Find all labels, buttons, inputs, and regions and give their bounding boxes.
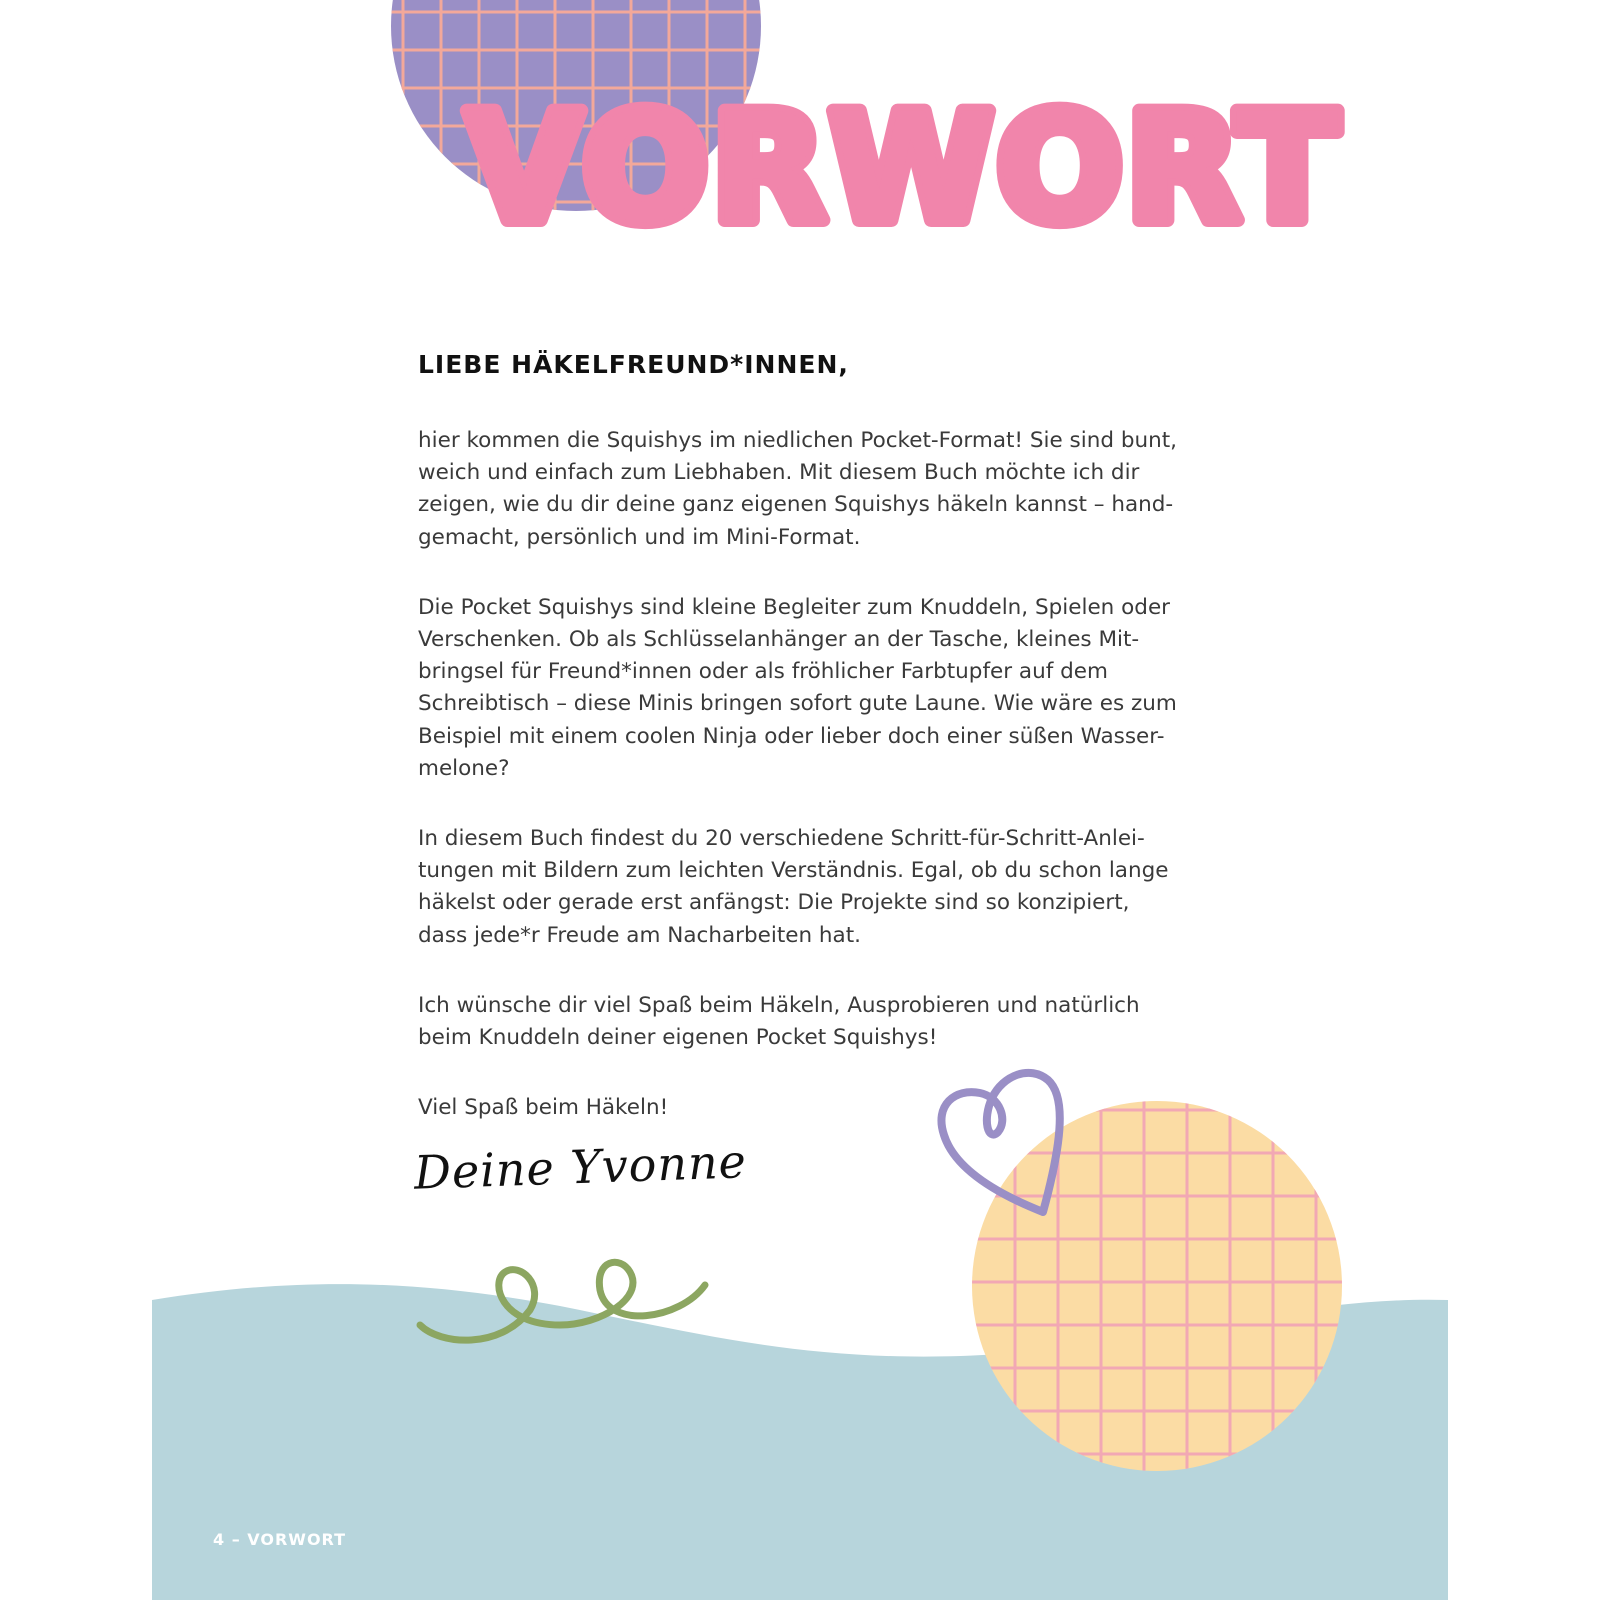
grid-circle-yellow bbox=[972, 1100, 1342, 1472]
page-title bbox=[0, 0, 1600, 260]
page-title-text: VORWORT bbox=[466, 82, 1341, 256]
text-line: gemacht, persönlich und im Mini-Format. bbox=[418, 524, 861, 550]
paragraph-4 bbox=[418, 990, 1178, 1054]
text-line: weich und einfach zum Liebhaben. Mit diesem Buch möchte ich dir bbox=[418, 460, 1140, 486]
text-line: In diesem Buch findest du 20 verschiedene Schritt-für-Schritt-Anlei- bbox=[418, 826, 1145, 852]
text-line: beim Knuddeln deiner eigenen Pocket Squishys! bbox=[418, 1025, 938, 1051]
text-line: Beispiel mit einem coolen Ninja oder lieber doch einer süßen Wasser- bbox=[418, 723, 1165, 749]
text-line: Die Pocket Squishys sind kleine Begleiter zum Knuddeln, Spielen oder bbox=[418, 594, 1171, 620]
text-line: hier kommen die Squishys im niedlichen Pocket-Format! Sie sind bunt, bbox=[418, 428, 1178, 453]
paragraph-1 bbox=[418, 425, 1178, 554]
text-line: zeigen, wie du dir deine ganz eigenen Squishys häkeln kannst – hand- bbox=[418, 492, 1174, 518]
text-line: Schreibtisch – diese Minis bringen sofort gute Laune. Wie wäre es zum bbox=[418, 691, 1177, 717]
text-line: bringsel für Freund*innen oder als fröhlicher Farbtupfer auf dem bbox=[418, 659, 1108, 685]
paragraph-3 bbox=[418, 823, 1178, 952]
closing-line: Viel Spaß beim Häkeln! bbox=[418, 1095, 669, 1121]
page-footer: 4 – VORWORT bbox=[213, 1530, 347, 1549]
paragraph-2 bbox=[418, 592, 1178, 785]
text-line: dass jede*r Freude am Nacharbeiten hat. bbox=[418, 922, 861, 948]
text-line: Ich wünsche dir viel Spaß beim Häkeln, Ausprobieren und natürlich bbox=[418, 992, 1140, 1018]
text-line: häkelst oder gerade erst anfängst: Die Projekte sind so konzipiert, bbox=[418, 890, 1130, 916]
greeting-heading: LIEBE HÄKELFREUND*INNEN, bbox=[418, 350, 849, 379]
foreword-content bbox=[418, 345, 1178, 1124]
signature: Deine Yvonne bbox=[413, 1134, 748, 1200]
text-line: melone? bbox=[418, 755, 510, 781]
text-line: Verschenken. Ob als Schlüsselanhänger an der Tasche, kleines Mit- bbox=[418, 627, 1140, 653]
text-line: tungen mit Bildern zum leichten Verständnis. Egal, ob du schon lange bbox=[418, 858, 1169, 884]
